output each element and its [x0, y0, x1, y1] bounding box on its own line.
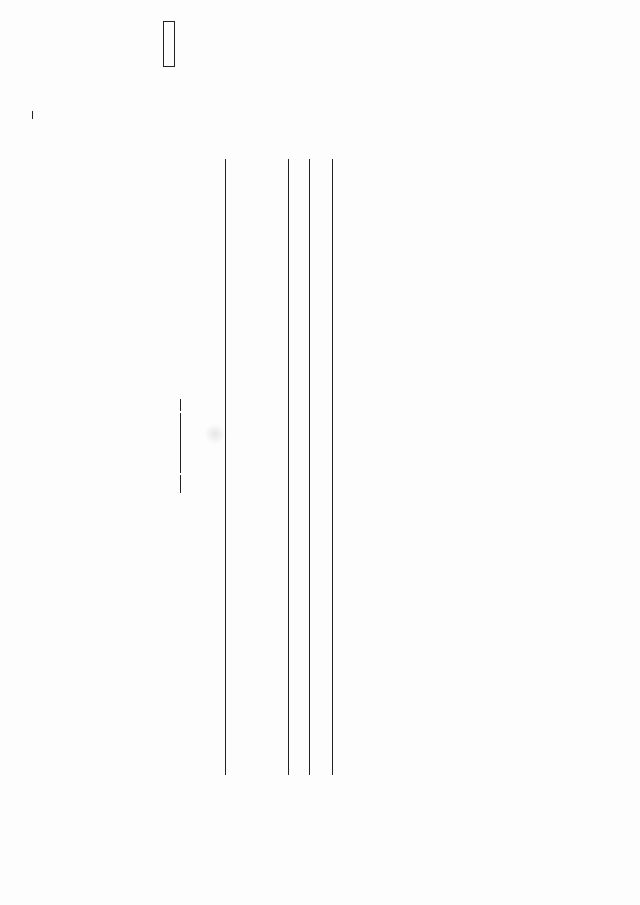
field-line-territorial-2[interactable]: [309, 159, 310, 775]
codes-block: [163, 0, 395, 67]
date-month-blank[interactable]: [180, 413, 181, 473]
date-line: [176, 400, 183, 494]
appendix-handwritten-date: [22, 115, 33, 119]
appendix-handwritten-number: [22, 111, 33, 115]
codes-header: [163, 21, 175, 67]
scan-smudge: [205, 423, 225, 445]
field-line-federal-organ[interactable]: [288, 159, 289, 775]
field-line-contractor[interactable]: [332, 159, 333, 775]
field-line-territorial[interactable]: [225, 159, 226, 775]
appendix-line3: [23, 111, 32, 119]
date-year-blank[interactable]: [180, 400, 181, 412]
date-day-blank[interactable]: [180, 475, 181, 493]
